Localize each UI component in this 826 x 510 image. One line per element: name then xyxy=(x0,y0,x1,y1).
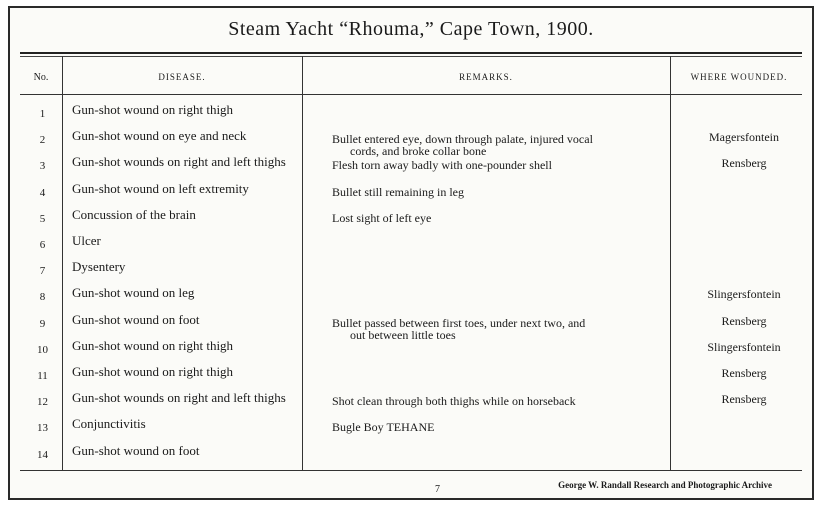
row-number: 11 xyxy=(37,370,48,382)
table-row xyxy=(10,311,812,342)
archive-credit: George W. Randall Research and Photographic Archive xyxy=(558,480,772,490)
header-rule xyxy=(20,94,802,95)
remarks-cell: Lost sight of left eye xyxy=(332,210,432,225)
table-row xyxy=(10,287,812,313)
where-wounded-cell: Slingersfontein xyxy=(707,287,781,302)
table-row xyxy=(10,261,812,287)
title-rule xyxy=(20,52,802,54)
header-no: No. xyxy=(33,72,49,83)
table-row xyxy=(10,337,812,366)
disease-cell: Ulcer xyxy=(72,233,101,248)
row-number: 12 xyxy=(37,396,48,409)
row-number: 4 xyxy=(39,186,46,199)
row-number: 3 xyxy=(39,160,46,173)
table-row xyxy=(10,156,812,182)
remarks-cell: Bullet still remaining in leg xyxy=(332,184,464,199)
disease-cell: Gun-shot wounds on right and left thighs xyxy=(72,154,286,170)
disease-cell: Gun-shot wound on foot xyxy=(72,442,200,458)
where-wounded-cell: Rensberg xyxy=(721,313,767,328)
document-frame xyxy=(8,6,814,500)
row-number: 8 xyxy=(39,291,46,304)
table-row xyxy=(10,392,812,418)
table-row xyxy=(10,128,812,159)
table-row xyxy=(10,366,812,392)
disease-cell: Conjunctivitis xyxy=(72,416,146,432)
remarks-cell: Bugle Boy TEHANE xyxy=(332,420,435,435)
bottom-rule xyxy=(20,470,802,471)
remarks-cell: Flesh torn away badly with one-pounder shell xyxy=(332,158,552,173)
remarks-cell: Bullet passed between first toes, under next two, and out between little toes xyxy=(332,315,586,342)
row-number: 10 xyxy=(37,343,48,356)
header-remarks: REMARKS. xyxy=(459,72,513,82)
row-number: 13 xyxy=(37,422,48,435)
disease-cell: Gun-shot wound on right thigh xyxy=(72,102,234,117)
where-wounded-cell: Rensberg xyxy=(721,392,767,407)
header-disease: DISEASE. xyxy=(158,72,206,82)
disease-cell: Dysentery xyxy=(72,259,126,275)
footer-mark: 7 xyxy=(435,484,440,495)
disease-cell: Gun-shot wound on eye and neck xyxy=(72,128,247,144)
disease-cell: Gun-shot wounds on right and left thighs xyxy=(72,390,286,406)
where-wounded-cell: Rensberg xyxy=(721,156,767,171)
row-number: 9 xyxy=(39,317,46,330)
row-number: 14 xyxy=(37,448,48,461)
remarks-cell: Bullet entered eye, down through palate, injured vocal cords, and broke collar bone xyxy=(332,132,593,159)
disease-cell: Gun-shot wound on right thigh xyxy=(72,337,234,353)
disease-cell: Gun-shot wound on right thigh xyxy=(72,364,234,379)
disease-cell: Concussion of the brain xyxy=(72,206,196,222)
table-row xyxy=(10,206,812,235)
row-number: 2 xyxy=(39,134,46,147)
where-wounded-cell: Rensberg xyxy=(721,366,767,380)
table-row xyxy=(10,442,812,471)
table-row xyxy=(10,418,812,444)
where-wounded-cell: Magersfontein xyxy=(709,130,779,145)
table-row xyxy=(10,104,812,130)
disease-cell: Gun-shot wound on left extremity xyxy=(72,180,249,196)
where-wounded-cell: Slingersfontein xyxy=(707,339,781,354)
table-row xyxy=(10,180,812,209)
row-number: 5 xyxy=(39,212,46,225)
remarks-cell: Shot clean through both thighs while on horseback xyxy=(332,394,576,409)
header-where-wounded: WHERE WOUNDED. xyxy=(690,72,788,82)
row-number: 1 xyxy=(39,108,46,120)
row-number: 6 xyxy=(39,239,46,251)
disease-cell: Gun-shot wound on foot xyxy=(72,311,200,327)
disease-cell: Gun-shot wound on leg xyxy=(72,285,195,301)
row-number: 7 xyxy=(39,265,46,278)
page-title: Steam Yacht “Rhouma,” Cape Town, 1900. xyxy=(228,18,594,40)
table-row xyxy=(10,235,812,261)
title-rule-thin xyxy=(20,56,802,57)
